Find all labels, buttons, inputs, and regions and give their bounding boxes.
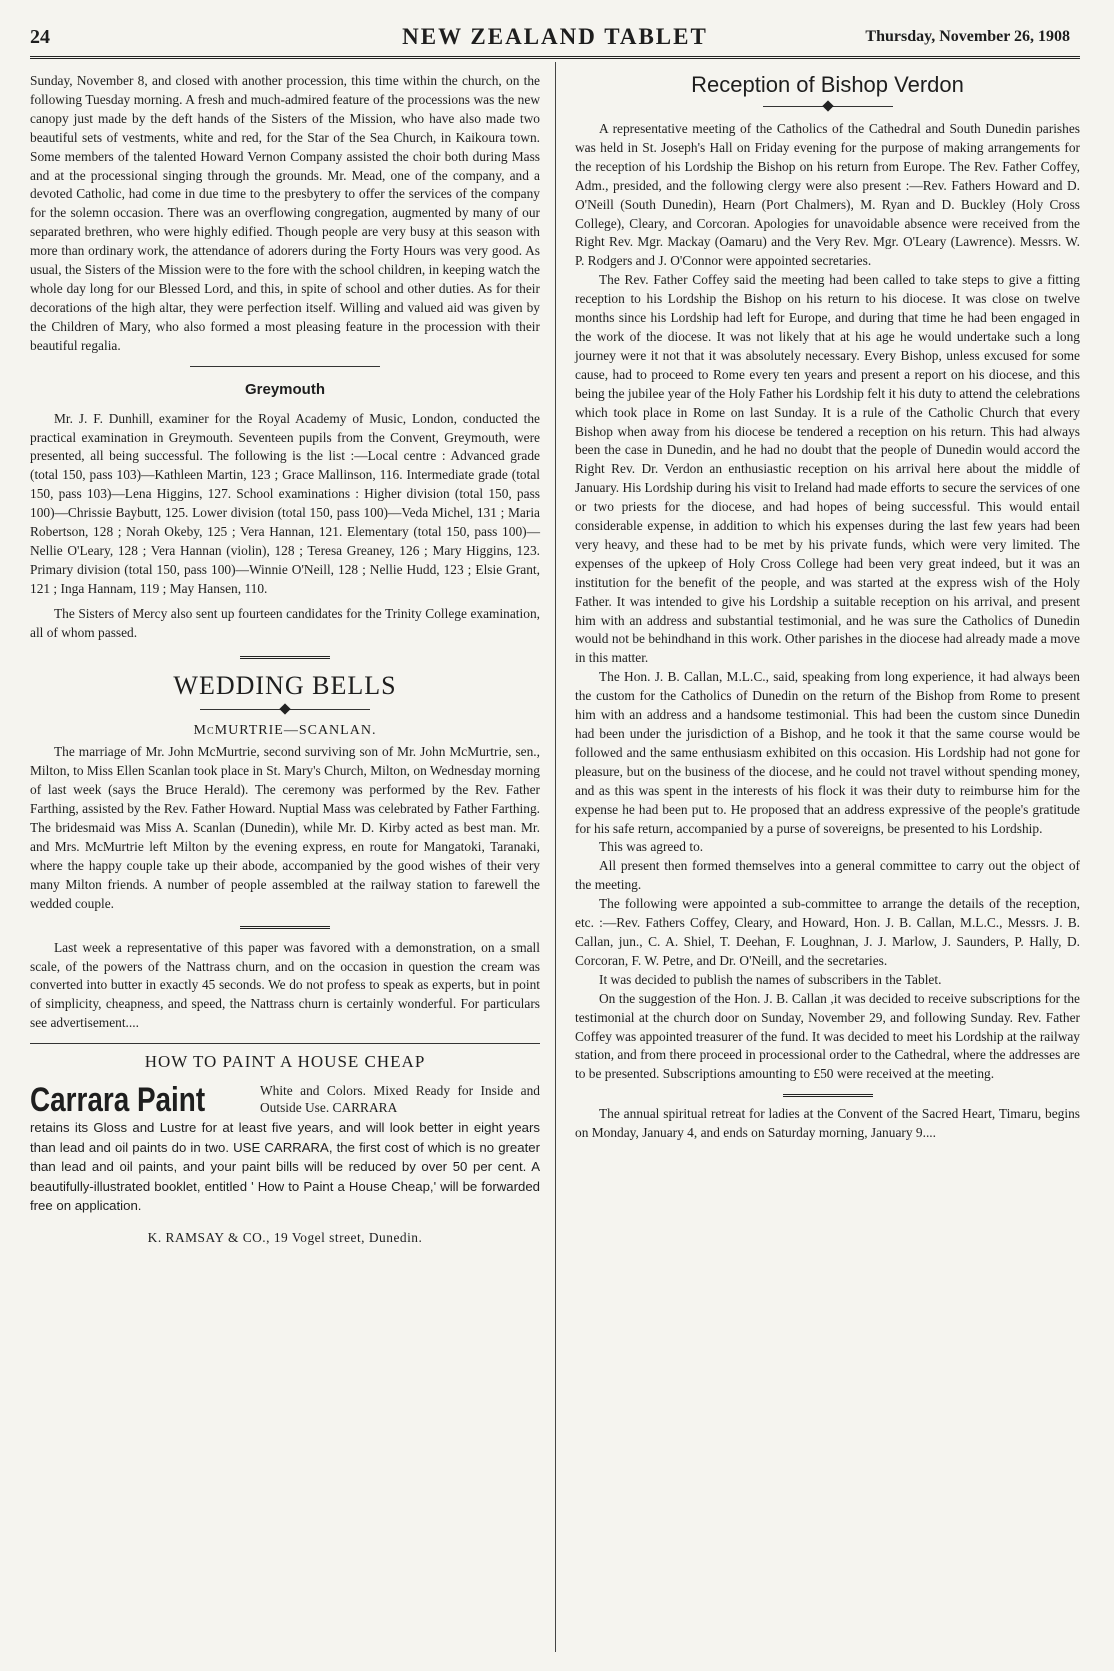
greymouth-exam-results: Mr. J. F. Dunhill, examiner for the Royal Academy of Music, London, conducted the practical examination in Greymouth. Seventeen pupils from the Convent, Greymouth, were presented, all being successful. The following is the list :—Local centre : Advanced grade (total 150, pass 103)—Kathleen Martin, 123 ; Grace Mallinson, 116. Intermediate grade (total 150, pass 103)—Lena Higgins, 127. School examinations : Higher division (total 150, pass 100)—Chrissie Baybutt, 125. Lower division (total 150, pass 100)—Veda Michel, 131 ; Maria Robertson, 128 ; Norah Okeby, 125 ; Vera Hannan, 121. Elementary (total 150, pass 100)—Nellie O'Leary, 128 ; Vera Hannan (violin), 128 ; Teresa Greaney, 126 ; Mary Higgins, 123. Primary division (total 150, pass 100)—Winnie O'Neill, 128 ; Nellie Hudd, 123 ; Elsie Grant, 121 ; Inga Hannam, 119 ; May Hansen, 110. <box>30 410 540 596</box>
bishop-article-p8: On the suggestion of the Hon. J. B. Callan ,it was decided to receive subscriptions for the testimonial at the church door on Sunday, November 29, and following Sunday. Rev. Father Coffey was appointed treasurer of the fund. It was decided to meet his Lordship at the railway station, and from there proceed in processional order to the Cathedral, where the addresses are to be presented. Subscriptions amounting to £50 were received at the meeting. <box>575 990 1080 1082</box>
greymouth-heading: Greymouth <box>244 380 325 398</box>
bishop-verdon-heading: Reception of Bishop Verdon <box>691 72 964 97</box>
carrara-advertisement <box>30 1043 540 1246</box>
bishop-article-p1: A representative meeting of the Catholics of the Cathedral and South Dunedin parishes was held in St. Joseph's Hall on Friday evening for the purpose of making arrangements for the reception of his Lordship the Bishop on his return from Europe. The Rev. Father Coffey, Adm., presided, and the following clergy were also present :—Rev. Fathers Howard and D. O'Neill (South Dunedin), Hearn (Port Chalmers), M. Ryan and D. Buckley (Holy Cross College), Cleary, and Corcoran. Apologies for unavoidable absence were received from the Right Rev. Mgr. Mackay (Oamaru) and the Very Rev. Mgr. O'Leary (Lawrence). Messrs. W. P. Rodgers and J. O'Connor were appointed secretaries. <box>575 121 1080 269</box>
wedding-subheading: McMURTRIE—SCANLAN. <box>193 723 377 739</box>
ad-tagline: White and Colors. Mixed Ready for Inside and Outside Use. CARRARA <box>260 1083 540 1116</box>
bishop-article-p2: The Rev. Father Coffey said the meeting had been called to take steps to give a fitting reception to his Lordship the Bishop on his return to his diocese. It was close on twelve months since his Lordship had left for Europe, and during that time he had been engaged in the work of the diocese. It was not likely that at his age he would undertake such a long journey were it not that it was absolutely necessary. Every Bishop, unless excused for some cause, had to proceed to Rome every ten years and present a report on his diocese, and this being the jubilee year of the Holy Father his Lordship felt it his duty to attend the celebrations which took place in Rome on last Sunday. It is a rule of the Catholic Church that every Bishop when away from his diocese be tendered a reception on his return. This had always been the case in Dunedin, and he had no doubt that the people of Dunedin would accord the Right Rev. Dr. Verdon an enthusiastic reception on his arrival here about the middle of January. His Lordship during his visit to Ireland had made efforts to secure the services of one or two priests for the diocese, and had hopes of being successful. This would entail considerable expense, in addition to which his expenses during the last few years had been very heavy, and these had to be met by his private funds, which were very limited. The expenses of the upkeep of Holy Cross College had been very great indeed, but it was an institution for the benefit of the people, and was started at the express wish of the Holy Father. It was intended to give his Lordship a suitable reception on his arrival, and present him with an address and substantial testimonial, and he was sure the Catholics of Dunedin would not be behindhand in this work. Other parishes in the diocese had already made a move in this matter. <box>575 272 1080 666</box>
ad-footer: K. RAMSAY & CO., 19 Vogel street, Dunedin. <box>147 1229 423 1245</box>
masthead-rule <box>30 56 1080 59</box>
section-rule <box>240 926 330 929</box>
masthead <box>30 22 1080 52</box>
left-column <box>30 72 540 1246</box>
column-divider <box>555 62 556 1652</box>
section-rule <box>783 1094 873 1097</box>
bishop-article-p4: This was agreed to. <box>599 839 704 855</box>
ad-brand: Carrara Paint <box>30 1081 206 1120</box>
right-column <box>575 72 1080 1143</box>
section-rule <box>190 366 380 367</box>
bishop-article-p6: The following were appointed a sub-committee to arrange the details of the reception, etc. :—Rev. Fathers Coffey, Cleary, and Howard, Hon. J. B. Callan, M.L.C., Messrs. J. B. Callan, jun., C. A. Shiel, T. Deehan, F. Loughnan, J. J. Marlow, J. Saunders, P. Hally, D. Corcoran, F. W. Petre, and Dr. O'Neill, and the secretaries. <box>575 896 1080 968</box>
section-rule <box>240 656 330 659</box>
issue-date: Thursday, November 26, 1908 <box>865 28 1070 45</box>
ad-title: HOW TO PAINT A HOUSE CHEAP <box>144 1052 426 1072</box>
newspaper-title: NEW ZEALAND TABLET <box>402 24 708 49</box>
ornament-rule <box>200 705 370 713</box>
procession-article: Sunday, November 8, and closed with another procession, this time within the church, on the following Tuesday morning. A fresh and much-admired feature of the processions was the new canopy just made by the deft hands of the Sisters of the Mission, who have also made two beautiful sets of vestments, white and red, for the Star of the Sea Church, in Kaikoura town. Some members of the talented Howard Vernon Company assisted the choir both during Mass and at the processional singing through the grounds. Mr. Mead, one of the company, and a devoted Catholic, had come in due time to the presbytery to offer the services of the company for the solemn occasion. There was an overflowing congregation, augmented by many of our separated brethren, who were highly edified. Though people are very busy at this season with more than ordinary work, the attendance of adorers during the Forty Hours was very good. As usual, the Sisters of the Mission were to the fore with the school children, in keeping watch the whole day long for our Blessed Lord, and this, in spite of school and other duties. As for their decorations of the high altar, they were perfection itself. Willing and valued aid was given by the Children of Mary, who also formed a most pleasing feature in the procession with their beautiful regalia. <box>30 73 540 353</box>
wedding-article: The marriage of Mr. John McMurtrie, second surviving son of Mr. John McMurtrie, sen., Milton, to Miss Ellen Scanlan took place in St. Mary's Church, Milton, on Wednesday morning of last week (says the Bruce Herald). The ceremony was performed by the Rev. Father Farthing, assisted by the Rev. Father Howard. Nuptial Mass was celebrated by Father Farthing. The bridesmaid was Miss A. Scanlan (Dunedin), while Mr. D. Kirby acted as best man. Mr. and Mrs. McMurtrie left Milton by the evening express, en route for Mangatoki, Taranaki, where the happy couple take up their abode, accompanied by the good wishes of their very many Milton friends. A number of people assembled at the railway station to farewell the wedded couple. <box>30 744 540 911</box>
nattrass-churn-article: Last week a representative of this paper was favored with a demonstration, on a small scale, of the powers of the Nattrass churn, and on the occasion in question the cream was converted into butter in exactly 45 seconds. We do not profess to speak as experts, but in point of simplicity, cheapness, and speed, the Nattrass churn is certainly wonderful. For particulars see advertisement.... <box>30 939 540 1031</box>
greymouth-trinity-note: The Sisters of Mercy also sent up fourteen candidates for the Trinity College examination, all of whom passed. <box>30 605 540 640</box>
ornament-rule <box>763 102 893 110</box>
bishop-article-p3: The Hon. J. B. Callan, M.L.C., said, speaking from long experience, it had always been the custom for the Catholics of Dunedin on the return of the Bishop from Rome to present him with an address and a handsome testimonial. This had been the custom since Dunedin had been under the jurisdiction of a Bishop, and he took it that the same course would be followed and the same enthusiasm exhibited on this occasion. His Lordship had not gone for pleasure, but on the business of the diocese, and he could not travel without spending money, and as this was spent in the interests of his flock it was their duty to reimburse him for the expense he had been put to. He proposed that an address expressive of the people's gratitude for his safe return, accompanied by a purse of sovereigns, be presented to his Lordship. <box>575 669 1080 836</box>
ad-body: retains its Gloss and Lustre for at least five years, and will look better in eight years than lead and oil paints do in two. USE CARRARA, the first cost of which is no greater than lead and oil paints, and your paint bills will be reduced by over 50 per cent. A beautifully-illustrated booklet, entitled ' How to Paint a House Cheap,' will be forwarded free on application. <box>30 1120 540 1214</box>
bishop-article-p5: All present then formed themselves into a general committee to carry out the object of the meeting. <box>575 858 1080 893</box>
wedding-bells-heading: WEDDING BELLS <box>173 671 397 701</box>
bishop-article-p7: It was decided to publish the names of subscribers in the Tablet. <box>599 971 942 987</box>
ad-header <box>30 1082 540 1118</box>
page-number: 24 <box>30 26 50 48</box>
retreat-notice: The annual spiritual retreat for ladies at the Convent of the Sacred Heart, Timaru, begins on Monday, January 4, and ends on Saturday morning, January 9.... <box>575 1106 1080 1141</box>
